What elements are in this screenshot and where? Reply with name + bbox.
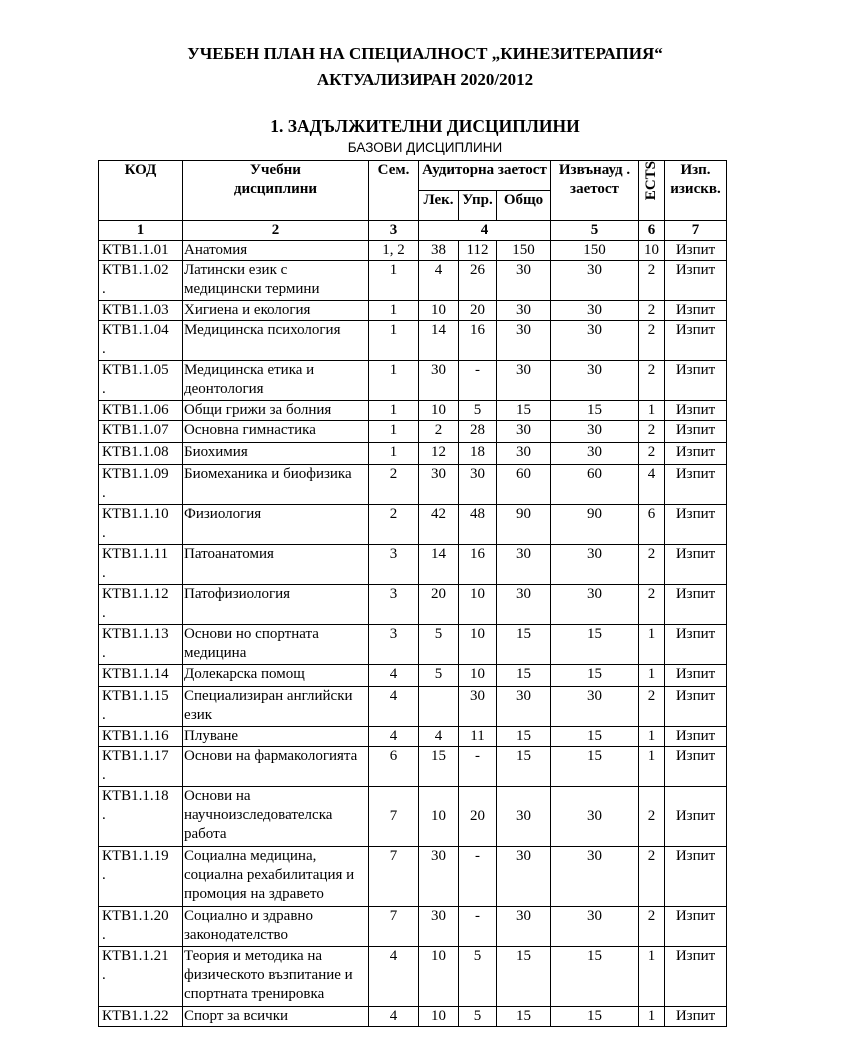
semester-cell: 4 [369, 687, 419, 727]
lectures-cell: 30 [419, 847, 459, 907]
exercises-cell: - [459, 847, 497, 907]
ects-cell: 1 [639, 625, 665, 665]
ects-cell: 1 [639, 1007, 665, 1027]
code-cell: КТВ1.1.13 . [99, 625, 183, 665]
table-row [99, 465, 727, 505]
code-cell: КТВ1.1.14 [99, 665, 183, 687]
ects-cell: 6 [639, 505, 665, 545]
discipline-name: Физиология [183, 505, 369, 545]
ects-cell: 2 [639, 421, 665, 443]
lectures-cell: 15 [419, 747, 459, 787]
extracurricular-cell: 60 [551, 465, 639, 505]
column-number: 1 [99, 221, 183, 241]
semester-cell: 4 [369, 947, 419, 1007]
lectures-cell: 2 [419, 421, 459, 443]
total-cell: 60 [497, 465, 551, 505]
table-row [99, 947, 727, 1007]
extracurricular-cell: 30 [551, 787, 639, 847]
lectures-cell: 10 [419, 401, 459, 421]
exam-cell: Изпит [665, 665, 727, 687]
header-ects: ECTS [643, 161, 659, 201]
discipline-name: Теория и методика на физическото възпитание и спортната тренировка [183, 947, 369, 1007]
extracurricular-cell: 30 [551, 545, 639, 585]
table-row [99, 665, 727, 687]
header-extracurricular: Извънауд . заетост [551, 161, 639, 221]
total-cell: 30 [497, 361, 551, 401]
table-row [99, 585, 727, 625]
exercises-cell: - [459, 747, 497, 787]
table-row [99, 907, 727, 947]
ects-cell: 1 [639, 665, 665, 687]
lectures-cell: 4 [419, 261, 459, 301]
header-total: Общо [497, 191, 551, 221]
code-cell: КТВ1.1.15 . [99, 687, 183, 727]
lectures-cell: 10 [419, 301, 459, 321]
exercises-cell: 30 [459, 465, 497, 505]
ects-cell: 1 [639, 747, 665, 787]
table-row [99, 727, 727, 747]
lectures-cell: 12 [419, 443, 459, 465]
exam-cell: Изпит [665, 787, 727, 847]
discipline-name: Патоанатомия [183, 545, 369, 585]
lectures-cell: 10 [419, 947, 459, 1007]
semester-cell: 1 [369, 443, 419, 465]
header-disciplines: Учебни дисциплини [183, 161, 369, 221]
exercises-cell: 20 [459, 301, 497, 321]
discipline-name: Социална медицина, социална рехабилитация и промоция на здравето [183, 847, 369, 907]
column-number: 6 [639, 221, 665, 241]
total-cell: 30 [497, 301, 551, 321]
discipline-name: Биохимия [183, 443, 369, 465]
exercises-cell: 5 [459, 1007, 497, 1027]
exam-cell: Изпит [665, 361, 727, 401]
lectures-cell: 10 [419, 1007, 459, 1027]
total-cell: 15 [497, 747, 551, 787]
total-cell: 15 [497, 727, 551, 747]
extracurricular-cell: 30 [551, 443, 639, 465]
total-cell: 150 [497, 241, 551, 261]
code-cell: КТВ1.1.04 . [99, 321, 183, 361]
code-cell: КТВ1.1.07 [99, 421, 183, 443]
exam-cell: Изпит [665, 505, 727, 545]
semester-cell: 2 [369, 505, 419, 545]
exam-cell: Изпит [665, 261, 727, 301]
code-cell: КТВ1.1.18 . [99, 787, 183, 847]
header-exam: Изп. изискв. [665, 161, 727, 221]
lectures-cell: 30 [419, 465, 459, 505]
semester-cell: 3 [369, 625, 419, 665]
exercises-cell: 26 [459, 261, 497, 301]
discipline-name: Биомеханика и биофизика [183, 465, 369, 505]
lectures-cell [419, 687, 459, 727]
discipline-name: Патофизиология [183, 585, 369, 625]
semester-cell: 1 [369, 321, 419, 361]
document-subtitle: АКТУАЛИЗИРАН 2020/2012 [316, 70, 534, 89]
exam-cell: Изпит [665, 545, 727, 585]
discipline-name: Латински език с медицински термини [183, 261, 369, 301]
discipline-name: Основи на фармакологията [183, 747, 369, 787]
header-code: КОД [99, 161, 183, 221]
exercises-cell: 48 [459, 505, 497, 545]
column-number: 4 [419, 221, 551, 241]
total-cell: 30 [497, 421, 551, 443]
exam-cell: Изпит [665, 947, 727, 1007]
exam-cell: Изпит [665, 443, 727, 465]
extracurricular-cell: 30 [551, 301, 639, 321]
lectures-cell: 10 [419, 787, 459, 847]
discipline-name: Плуване [183, 727, 369, 747]
total-cell: 90 [497, 505, 551, 545]
code-cell: КТВ1.1.17 . [99, 747, 183, 787]
semester-cell: 1 [369, 421, 419, 443]
extracurricular-cell: 30 [551, 361, 639, 401]
total-cell: 30 [497, 907, 551, 947]
table-row [99, 361, 727, 401]
exercises-cell: 16 [459, 321, 497, 361]
extracurricular-cell: 30 [551, 847, 639, 907]
exercises-cell: 16 [459, 545, 497, 585]
ects-cell: 2 [639, 787, 665, 847]
semester-cell: 2 [369, 465, 419, 505]
ects-cell: 4 [639, 465, 665, 505]
discipline-name: Долекарска помощ [183, 665, 369, 687]
extracurricular-cell: 90 [551, 505, 639, 545]
extracurricular-cell: 30 [551, 261, 639, 301]
extracurricular-cell: 15 [551, 401, 639, 421]
discipline-name: Основи на научноизследователска работа [183, 787, 369, 847]
header-row-top [99, 161, 727, 191]
total-cell: 30 [497, 787, 551, 847]
table-row [99, 421, 727, 443]
extracurricular-cell: 30 [551, 421, 639, 443]
discipline-name: Медицинска психология [183, 321, 369, 361]
exercises-cell: - [459, 907, 497, 947]
discipline-name: Специализиран английски език [183, 687, 369, 727]
total-cell: 30 [497, 261, 551, 301]
table-row [99, 301, 727, 321]
semester-cell: 7 [369, 907, 419, 947]
semester-cell: 4 [369, 1007, 419, 1027]
exam-cell: Изпит [665, 847, 727, 907]
lectures-cell: 20 [419, 585, 459, 625]
exam-cell: Изпит [665, 401, 727, 421]
lectures-cell: 5 [419, 665, 459, 687]
code-cell: КТВ1.1.05 . [99, 361, 183, 401]
lectures-cell: 5 [419, 625, 459, 665]
extracurricular-cell: 15 [551, 665, 639, 687]
total-cell: 15 [497, 947, 551, 1007]
code-cell: КТВ1.1.01 [99, 241, 183, 261]
exercises-cell: 10 [459, 665, 497, 687]
code-cell: КТВ1.1.12 . [99, 585, 183, 625]
table-row [99, 241, 727, 261]
header-auditorium: Аудиторна заетост [419, 161, 551, 191]
lectures-cell: 4 [419, 727, 459, 747]
code-cell: КТВ1.1.03 [99, 301, 183, 321]
ects-cell: 2 [639, 443, 665, 465]
exam-cell: Изпит [665, 687, 727, 727]
code-cell: КТВ1.1.06 [99, 401, 183, 421]
semester-cell: 1 [369, 261, 419, 301]
code-cell: КТВ1.1.19 . [99, 847, 183, 907]
discipline-name: Анатомия [183, 241, 369, 261]
table-row [99, 401, 727, 421]
discipline-name: Социално и здравно законодателство [183, 907, 369, 947]
extracurricular-cell: 150 [551, 241, 639, 261]
discipline-name: Общи грижи за болния [183, 401, 369, 421]
table-row [99, 443, 727, 465]
total-cell: 15 [497, 401, 551, 421]
lectures-cell: 14 [419, 545, 459, 585]
semester-cell: 4 [369, 727, 419, 747]
curriculum-table [98, 160, 727, 1027]
table-row [99, 261, 727, 301]
discipline-name: Основна гимнастика [183, 421, 369, 443]
semester-cell: 6 [369, 747, 419, 787]
extracurricular-cell: 15 [551, 747, 639, 787]
lectures-cell: 30 [419, 361, 459, 401]
total-cell: 30 [497, 585, 551, 625]
subsection-title: БАЗОВИ ДИСЦИПЛИНИ [347, 140, 503, 155]
column-number: 2 [183, 221, 369, 241]
semester-cell: 1 [369, 301, 419, 321]
total-cell: 30 [497, 847, 551, 907]
code-cell: КТВ1.1.21 . [99, 947, 183, 1007]
total-cell: 30 [497, 545, 551, 585]
ects-cell: 10 [639, 241, 665, 261]
ects-cell: 1 [639, 727, 665, 747]
semester-cell: 7 [369, 787, 419, 847]
code-cell: КТВ1.1.02 . [99, 261, 183, 301]
extracurricular-cell: 30 [551, 687, 639, 727]
exam-cell: Изпит [665, 321, 727, 361]
column-number: 7 [665, 221, 727, 241]
header-ects-cell [639, 161, 665, 221]
ects-cell: 2 [639, 545, 665, 585]
table-row [99, 847, 727, 907]
exercises-cell: 5 [459, 401, 497, 421]
lectures-cell: 14 [419, 321, 459, 361]
exercises-cell: 10 [459, 625, 497, 665]
header-lectures: Лек. [419, 191, 459, 221]
column-number: 5 [551, 221, 639, 241]
column-number: 3 [369, 221, 419, 241]
extracurricular-cell: 15 [551, 1007, 639, 1027]
extracurricular-cell: 30 [551, 585, 639, 625]
table-row [99, 625, 727, 665]
exam-cell: Изпит [665, 747, 727, 787]
section-title: 1. ЗАДЪЛЖИТЕЛНИ ДИСЦИПЛИНИ [270, 116, 580, 136]
ects-cell: 2 [639, 361, 665, 401]
exercises-cell: - [459, 361, 497, 401]
exam-cell: Изпит [665, 301, 727, 321]
code-cell: КТВ1.1.10 . [99, 505, 183, 545]
extracurricular-cell: 15 [551, 947, 639, 1007]
table-row [99, 787, 727, 847]
table-row [99, 321, 727, 361]
exam-cell: Изпит [665, 727, 727, 747]
exercises-cell: 20 [459, 787, 497, 847]
ects-cell: 2 [639, 687, 665, 727]
table-row [99, 1007, 727, 1027]
ects-cell: 2 [639, 261, 665, 301]
exam-cell: Изпит [665, 1007, 727, 1027]
document-title: УЧЕБЕН ПЛАН НА СПЕЦИАЛНОСТ „КИНЕЗИТЕРАПИЯ“ [187, 44, 663, 63]
semester-cell: 1 [369, 361, 419, 401]
code-cell: КТВ1.1.20 . [99, 907, 183, 947]
discipline-name: Основи но спортната медицина [183, 625, 369, 665]
code-cell: КТВ1.1.09 . [99, 465, 183, 505]
discipline-name: Хигиена и екология [183, 301, 369, 321]
code-cell: КТВ1.1.22 [99, 1007, 183, 1027]
exam-cell: Изпит [665, 625, 727, 665]
exercises-cell: 11 [459, 727, 497, 747]
extracurricular-cell: 30 [551, 321, 639, 361]
ects-cell: 2 [639, 907, 665, 947]
exam-cell: Изпит [665, 241, 727, 261]
total-cell: 30 [497, 443, 551, 465]
table-row [99, 687, 727, 727]
ects-cell: 2 [639, 847, 665, 907]
exercises-cell: 30 [459, 687, 497, 727]
exam-cell: Изпит [665, 907, 727, 947]
semester-cell: 1, 2 [369, 241, 419, 261]
total-cell: 15 [497, 665, 551, 687]
extracurricular-cell: 15 [551, 727, 639, 747]
lectures-cell: 42 [419, 505, 459, 545]
ects-cell: 2 [639, 321, 665, 361]
table-row [99, 505, 727, 545]
semester-cell: 1 [369, 401, 419, 421]
header-semester: Сем. [369, 161, 419, 221]
exercises-cell: 112 [459, 241, 497, 261]
total-cell: 30 [497, 687, 551, 727]
exam-cell: Изпит [665, 465, 727, 505]
semester-cell: 3 [369, 585, 419, 625]
lectures-cell: 38 [419, 241, 459, 261]
exercises-cell: 28 [459, 421, 497, 443]
header-exercises: Упр. [459, 191, 497, 221]
code-cell: КТВ1.1.16 [99, 727, 183, 747]
total-cell: 15 [497, 1007, 551, 1027]
code-cell: КТВ1.1.11 . [99, 545, 183, 585]
exercises-cell: 10 [459, 585, 497, 625]
ects-cell: 1 [639, 947, 665, 1007]
exam-cell: Изпит [665, 421, 727, 443]
semester-cell: 3 [369, 545, 419, 585]
extracurricular-cell: 30 [551, 907, 639, 947]
code-cell: КТВ1.1.08 [99, 443, 183, 465]
semester-cell: 7 [369, 847, 419, 907]
extracurricular-cell: 15 [551, 625, 639, 665]
ects-cell: 1 [639, 401, 665, 421]
column-number-row [99, 221, 727, 241]
lectures-cell: 30 [419, 907, 459, 947]
total-cell: 15 [497, 625, 551, 665]
total-cell: 30 [497, 321, 551, 361]
semester-cell: 4 [369, 665, 419, 687]
table-row [99, 747, 727, 787]
table-row [99, 545, 727, 585]
discipline-name: Спорт за всички [183, 1007, 369, 1027]
exercises-cell: 18 [459, 443, 497, 465]
ects-cell: 2 [639, 585, 665, 625]
exercises-cell: 5 [459, 947, 497, 1007]
discipline-name: Медицинска етика и деонтология [183, 361, 369, 401]
exam-cell: Изпит [665, 585, 727, 625]
ects-cell: 2 [639, 301, 665, 321]
